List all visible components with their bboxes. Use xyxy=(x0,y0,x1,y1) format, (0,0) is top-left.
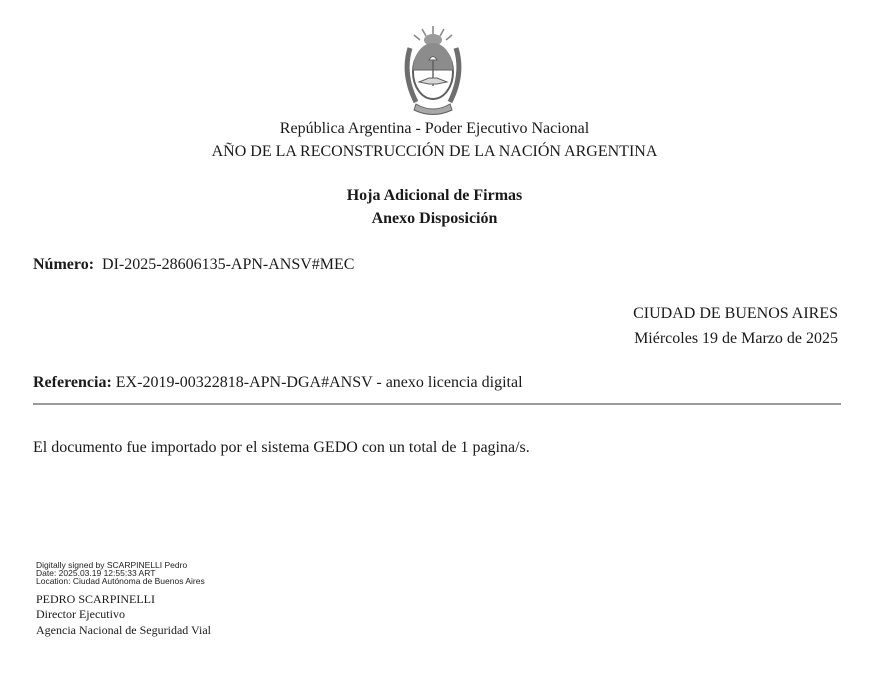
numero-row xyxy=(33,256,354,274)
signer-name: PEDRO SCARPINELLI xyxy=(36,592,156,606)
divider xyxy=(33,403,841,405)
date: Miércoles 19 de Marzo de 2025 xyxy=(634,330,838,347)
digital-signature-date: Date: 2025.03.19 12:55:33 ART xyxy=(36,568,156,578)
numero-label: Número: xyxy=(33,256,95,273)
signer-position: Director Ejecutivo xyxy=(36,607,125,621)
document-subtitle: Anexo Disposición xyxy=(371,210,498,227)
digital-signature-signer: Digitally signed by SCARPINELLI Pedro xyxy=(36,560,188,570)
referencia-label: Referencia: xyxy=(33,374,112,391)
argentina-coat-of-arms-icon xyxy=(400,24,466,120)
digital-signature-location: Location: Ciudad Autónoma de Buenos Aires xyxy=(36,576,205,586)
header-institution: República Argentina - Poder Ejecutivo Nacional xyxy=(279,120,590,137)
header-year-motto: AÑO DE LA RECONSTRUCCIÓN DE LA NACIÓN ARGENTINA xyxy=(211,143,658,160)
document-title: Hoja Adicional de Firmas xyxy=(346,187,523,204)
referencia-value: EX-2019-00322818-APN-DGA#ANSV - anexo licencia digital xyxy=(115,374,523,391)
body-text: El documento fue importado por el sistema GEDO con un total de 1 pagina/s. xyxy=(33,439,530,456)
city: CIUDAD DE BUENOS AIRES xyxy=(633,305,838,322)
referencia-row xyxy=(33,374,523,392)
signer-agency: Agencia Nacional de Seguridad Vial xyxy=(36,623,211,637)
numero-value: DI-2025-28606135-APN-ANSV#MEC xyxy=(102,256,355,273)
